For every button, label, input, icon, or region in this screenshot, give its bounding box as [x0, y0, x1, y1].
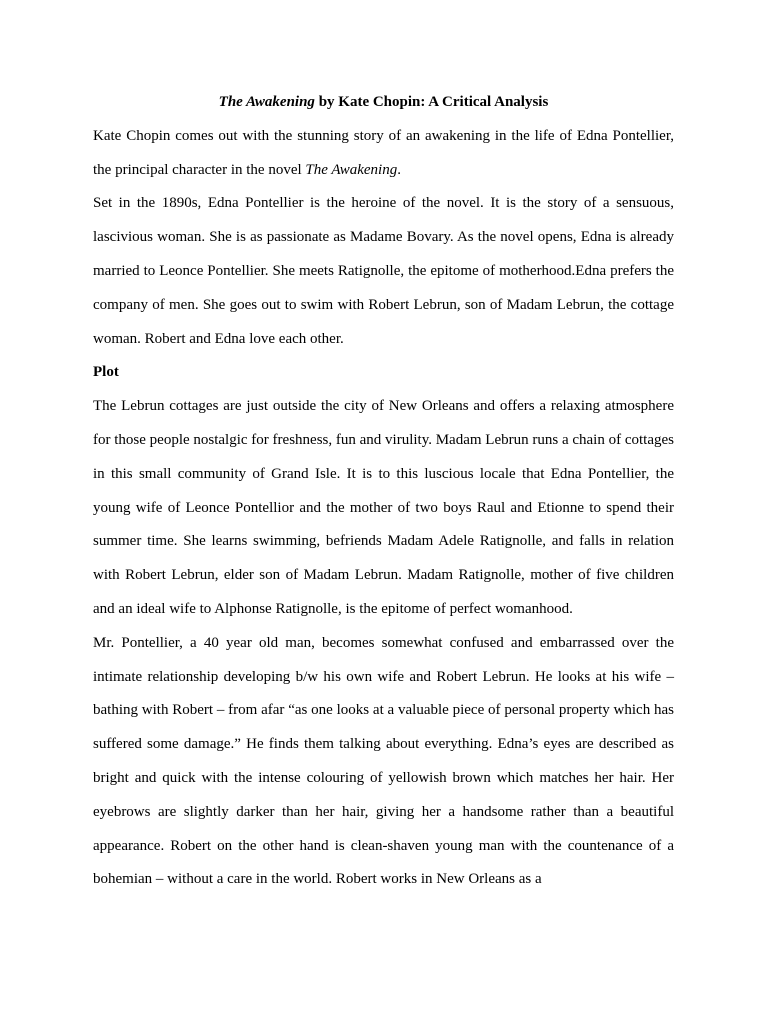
- title-book-name: The Awakening: [218, 94, 315, 110]
- plot-heading: Plot: [93, 364, 119, 381]
- plot-paragraph: The Lebrun cottages are just outside the city of New Orleans and offers a relaxing atmosphere for those people nostalgic for freshness, fun and virulity. Madam Lebrun runs a chain of cottages in this small community of Grand Isle. It is to this luscious locale that Edna Pontellier, the young wife of Leonce Pontellior and the mother of two boys Raul and Etionne to spend their summer time. She learns swimming, befriends Madam Adele Ratignolle, and falls in relation with Robert Lebrun, elder son of Madam Lebrun. Madam Ratignolle, mother of five children and an ideal wife to Alphonse Ratignolle, is the epitome of perfect womanhood.: [93, 398, 674, 617]
- document-title: [93, 86, 674, 120]
- title-remainder: by Kate Chopin: A Critical Analysis: [314, 94, 549, 110]
- document-page: [93, 86, 674, 897]
- intro-book-name: The Awakening: [305, 161, 398, 178]
- intro-text-before: Kate Chopin comes out with the stunning story of an awakening in the life of Edna Pontellier, the principal character in the novel: [93, 127, 674, 178]
- intro-text-after: .: [397, 161, 401, 178]
- intro-paragraph: [93, 120, 674, 188]
- pontellier-paragraph: Mr. Pontellier, a 40 year old man, becomes somewhat confused and embarrassed over the intimate relationship developing b/w his own wife and Robert Lebrun. He looks at his wife – bathing with Robert – from afar “as one looks at a valuable piece of personal property which has suffered some damage.” He finds them talking about everything. Edna’s eyes are described as bright and quick with the intense colouring of yellowish brown which matches her hair. Her eyebrows are slightly darker than her hair, giving her a handsome rather than a beautiful appearance. Robert on the other hand is clean-shaven young man with the countenance of a bohemian – without a care in the world. Robert works in New Orleans as a: [93, 634, 674, 888]
- setting-paragraph: Set in the 1890s, Edna Pontellier is the heroine of the novel. It is the story of a sensuous, lascivious woman. She is as passionate as Madame Bovary. As the novel opens, Edna is already married to Leonce Pontellier. She meets Ratignolle, the epitome of motherhood.Edna prefers the company of men. She goes out to swim with Robert Lebrun, son of Madam Lebrun, the cottage woman. Robert and Edna love each other.: [93, 195, 674, 347]
